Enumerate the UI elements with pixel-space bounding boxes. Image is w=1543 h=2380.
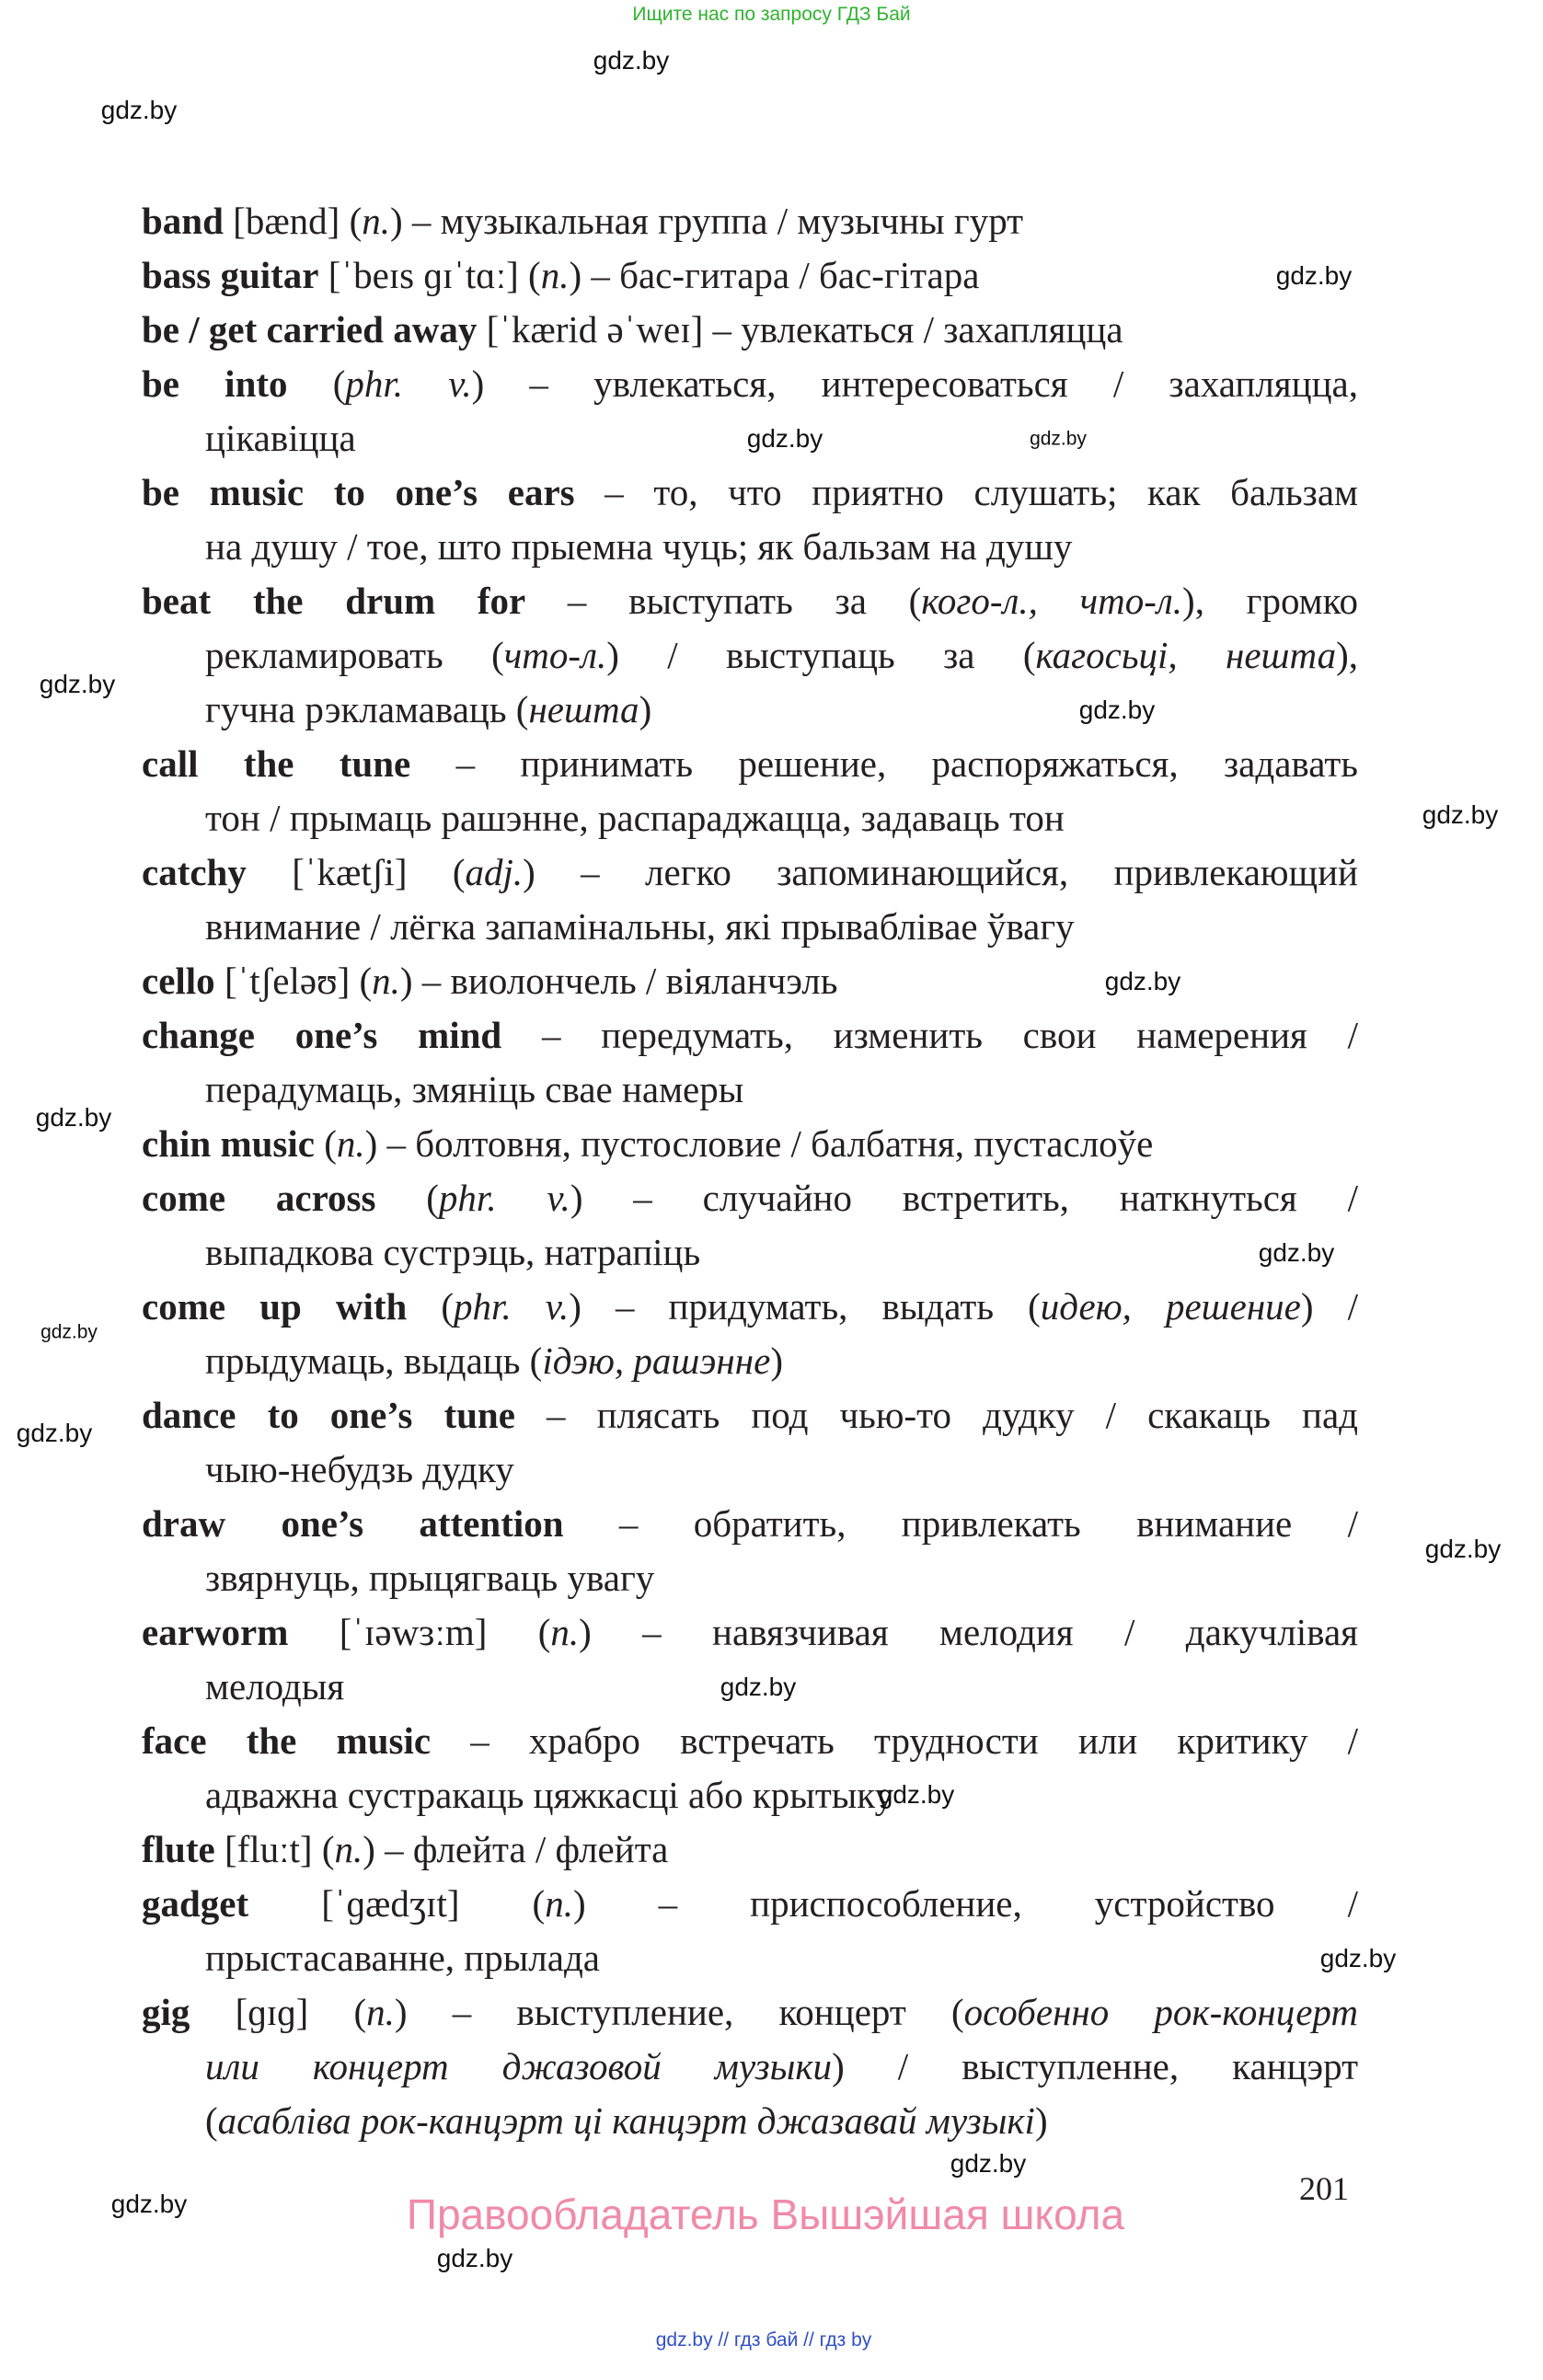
definition-text: [bænd] ( — [223, 200, 363, 242]
definition-text: [ˈkætʃi] ( — [246, 851, 466, 893]
watermark: gdz.by — [35, 1103, 112, 1132]
italic-note: кого-л., что-л. — [921, 580, 1183, 622]
definition-text: ) — [639, 688, 652, 730]
italic-note: n. — [366, 1991, 395, 2033]
glossary-entry — [142, 1117, 1358, 1171]
headword: beat the drum for — [142, 580, 526, 622]
glossary-entry — [142, 737, 1358, 845]
definition-text: ) – флейта / флейта — [363, 1828, 669, 1870]
definition-text: [ˈtʃeləʊ] ( — [214, 960, 373, 1002]
definition-text: мелодыя — [205, 1665, 345, 1707]
italic-note: или концерт джазовой музыки — [205, 2045, 833, 2087]
italic-note: n. — [336, 1122, 365, 1165]
definition-text: чыю-небудзь дудку — [205, 1448, 514, 1490]
watermark: gdz.by — [746, 424, 823, 453]
definition-text: ( — [314, 1122, 337, 1165]
definition-text: ) – случайно встретить, наткнуться / — [570, 1177, 1358, 1219]
definition-text: ) / выступленне, канцэрт — [832, 2045, 1358, 2087]
definition-text: – храбро встречать трудности или критику / — [431, 1719, 1359, 1762]
definition-text: ) – бас-гитара / бас-гітара — [569, 254, 980, 296]
glossary-entry — [142, 1171, 1358, 1280]
italic-note: n. — [545, 1882, 573, 1925]
glossary-entry — [142, 1714, 1358, 1822]
glossary-entry — [142, 248, 1358, 303]
definition-text: ) – приспособление, устройство / — [572, 1882, 1358, 1925]
definition-text: ( — [287, 362, 346, 405]
italic-note: кагосьці, нешта — [1035, 634, 1337, 676]
definition-text: ) – придумать, выдать ( — [569, 1285, 1041, 1328]
italic-note: phr. v. — [454, 1285, 570, 1328]
italic-note: n. — [372, 960, 400, 1002]
watermark: gdz.by — [593, 46, 670, 75]
copyright-notice: Правообладатель Вышэйшая школа — [406, 2190, 1125, 2238]
entry-line — [142, 900, 1358, 954]
glossary-entry — [142, 1877, 1358, 1985]
italic-note: phr. v. — [345, 362, 472, 405]
definition-text: ) / выступаць за ( — [606, 634, 1036, 676]
headword: chin music — [142, 1122, 315, 1165]
glossary-entry — [142, 1280, 1358, 1388]
entry-line — [142, 1768, 1358, 1822]
definition-text: ), — [1336, 634, 1358, 676]
definition-text: ( — [407, 1285, 455, 1328]
headword: be / get carried away — [142, 308, 478, 351]
definition-text: ( — [375, 1177, 439, 1219]
definition-text: рекламировать ( — [205, 634, 504, 676]
glossary-entry — [142, 845, 1358, 954]
watermark: gdz.by — [1078, 696, 1156, 724]
headword: bass guitar — [142, 254, 319, 296]
headword: earworm — [142, 1611, 289, 1653]
headword: be into — [142, 362, 288, 405]
entry-line — [142, 1714, 1358, 1768]
headword: change one’s mind — [142, 1014, 502, 1056]
entry-line — [142, 1008, 1358, 1063]
entry-line — [142, 1497, 1358, 1551]
entry-line — [142, 1605, 1358, 1660]
entry-line — [142, 1388, 1358, 1443]
definition-text: ) – музыкальная группа / музычны гурт — [389, 200, 1024, 242]
watermark: gdz.by — [720, 1673, 797, 1701]
headword: come up with — [142, 1285, 408, 1328]
headword: face the music — [142, 1719, 432, 1762]
definition-text: прыдумаць, выдаць ( — [205, 1339, 543, 1382]
definition-text: ) — [1034, 2099, 1048, 2142]
entry-line — [142, 683, 1358, 737]
footer-links[interactable]: gdz.by // гдз бай // гдз by — [655, 2329, 872, 2351]
definition-text: звярнуць, прыцягваць увагу — [205, 1557, 655, 1599]
definition-text: [ˈɡædʒɪt] ( — [248, 1882, 546, 1925]
watermark: gdz.by — [100, 96, 178, 124]
watermark: gdz.by — [436, 2244, 513, 2272]
italic-note: adj. — [465, 851, 524, 893]
definition-text: гучна рэкламаваць ( — [205, 688, 529, 730]
headword: band — [142, 200, 224, 242]
definition-text: ( — [205, 2099, 218, 2142]
definition-text: [ˈbeɪs ɡɪˈtɑː] ( — [318, 254, 541, 296]
headword: dance to one’s tune — [142, 1394, 515, 1436]
definition-text: ) – увлекаться, интересоваться / захапляцца, — [471, 362, 1358, 405]
page-number: 201 — [1299, 2170, 1349, 2207]
glossary-entry — [142, 194, 1358, 248]
entry-line — [142, 1822, 1358, 1877]
headword: draw one’s attention — [142, 1502, 564, 1545]
headword: catchy — [142, 851, 247, 893]
glossary-list — [142, 194, 1358, 2148]
entry-line — [142, 628, 1358, 683]
search-hint-banner: Ищите нас по запросу ГДЗ Бай — [632, 4, 911, 25]
definition-text: ) – легко запоминающийся, привлекающий — [523, 851, 1358, 893]
glossary-entry — [142, 1822, 1358, 1877]
definition-text: [fluːt] ( — [214, 1828, 335, 1870]
italic-note: n. — [334, 1828, 363, 1870]
definition-text: [ɡɪɡ] ( — [190, 1991, 367, 2033]
definition-text: на душу / тое, што прыемна чуць; як бальзам на душу — [205, 525, 1073, 568]
definition-text: перадумаць, змяніць свае намеры — [205, 1068, 744, 1110]
italic-note: n. — [362, 200, 390, 242]
entry-line — [142, 2094, 1358, 2148]
definition-text: выпадкова сустрэць, натрапіць — [205, 1231, 701, 1273]
headword: gig — [142, 1991, 190, 2033]
watermark: gdz.by — [40, 1321, 98, 1343]
glossary-entry — [142, 1008, 1358, 1117]
watermark: gdz.by — [1104, 967, 1181, 995]
definition-text: [ˈkærid əˈweɪ] – увлекаться / захапляцца — [477, 308, 1123, 351]
entry-line — [142, 357, 1358, 411]
entry-line — [142, 574, 1358, 628]
entry-line — [142, 248, 1358, 303]
definition-text: – плясать под чью-то дудку / скакаць пад — [514, 1394, 1358, 1436]
italic-note: что-л. — [503, 634, 607, 676]
entry-line — [142, 1334, 1358, 1388]
watermark: gdz.by — [1275, 261, 1353, 290]
italic-note: n. — [540, 254, 570, 296]
entry-line — [142, 1063, 1358, 1117]
definition-text: – обратить, привлекать внимание / — [563, 1502, 1358, 1545]
definition-text: прыстасаванне, прылада — [205, 1937, 600, 1979]
watermark: gdz.by — [1258, 1238, 1335, 1267]
headword: come across — [142, 1177, 376, 1219]
glossary-entry — [142, 574, 1358, 737]
italic-note: phr. v. — [438, 1177, 570, 1219]
entry-line — [142, 1443, 1358, 1497]
definition-text: адважна сустракаць цяжкасці або крытыку — [205, 1774, 894, 1816]
italic-note: особенно рок-концерт — [963, 1991, 1358, 2033]
definition-text: ) — [770, 1339, 783, 1382]
entry-line — [142, 1877, 1358, 1931]
definition-text: – выступать за ( — [525, 580, 922, 622]
headword: be music to one’s ears — [142, 471, 575, 513]
glossary-entry — [142, 303, 1358, 357]
definition-text: внимание / лёгка запамінальны, які прываблівае ўвагу — [205, 905, 1075, 948]
entry-line — [142, 791, 1358, 845]
definition-text: ) – болтовня, пустословие / балбатня, пустаслоўе — [364, 1122, 1154, 1165]
watermark: gdz.by — [110, 2190, 188, 2218]
entry-line — [142, 1280, 1358, 1334]
entry-line — [142, 1551, 1358, 1605]
watermark: gdz.by — [1319, 1944, 1397, 1972]
definition-text: цікавіцца — [205, 417, 356, 459]
watermark: gdz.by — [878, 1780, 955, 1809]
headword: gadget — [142, 1882, 249, 1925]
definition-text: тон / прымаць рашэнне, распараджацца, задаваць тон — [205, 797, 1065, 839]
entry-line — [142, 520, 1358, 574]
entry-line — [142, 1985, 1358, 2040]
definition-text: – передумать, изменить свои намерения / — [501, 1014, 1358, 1056]
entry-line — [142, 303, 1358, 357]
italic-note: нешта — [528, 688, 639, 730]
definition-text: [ˈɪəwɜːm] ( — [288, 1611, 551, 1653]
italic-note: ідэю, рашэнне — [542, 1339, 771, 1382]
definition-text: ) – навязчивая мелодия / дакучлівая — [579, 1611, 1358, 1653]
headword: cello — [142, 960, 215, 1002]
italic-note: n. — [550, 1611, 580, 1653]
watermark: gdz.by — [1030, 428, 1087, 450]
italic-note: идею, решение — [1040, 1285, 1301, 1328]
headword: flute — [142, 1828, 215, 1870]
glossary-entry — [142, 1497, 1358, 1605]
watermark: gdz.by — [950, 2149, 1027, 2178]
glossary-entry — [142, 1388, 1358, 1497]
watermark: gdz.by — [16, 1419, 93, 1447]
entry-line — [142, 1931, 1358, 1985]
watermark: gdz.by — [1424, 1535, 1502, 1563]
definition-text: ) / — [1300, 1285, 1359, 1328]
headword: call the tune — [142, 742, 411, 785]
watermark: gdz.by — [1422, 800, 1499, 829]
glossary-entry — [142, 466, 1358, 574]
entry-line — [142, 1117, 1358, 1171]
entry-line — [142, 1171, 1358, 1225]
entry-line — [142, 737, 1358, 791]
entry-line — [142, 2040, 1358, 2094]
watermark: gdz.by — [39, 670, 116, 698]
entry-line — [142, 466, 1358, 520]
entry-line — [142, 1225, 1358, 1280]
entry-line — [142, 845, 1358, 900]
glossary-entry — [142, 1985, 1358, 2148]
definition-text: – принимать решение, распоряжаться, задавать — [410, 742, 1358, 785]
definition-text: ), громко — [1182, 580, 1358, 622]
definition-text: – то, что приятно слушать; как бальзам — [574, 471, 1359, 513]
definition-text: ) – выступление, концерт ( — [394, 1991, 964, 2033]
definition-text: ) – виолончель / віяланчэль — [399, 960, 838, 1002]
italic-note: асабліва рок-канцэрт ці канцэрт джазавай музыкі — [217, 2099, 1035, 2142]
entry-line — [142, 194, 1358, 248]
